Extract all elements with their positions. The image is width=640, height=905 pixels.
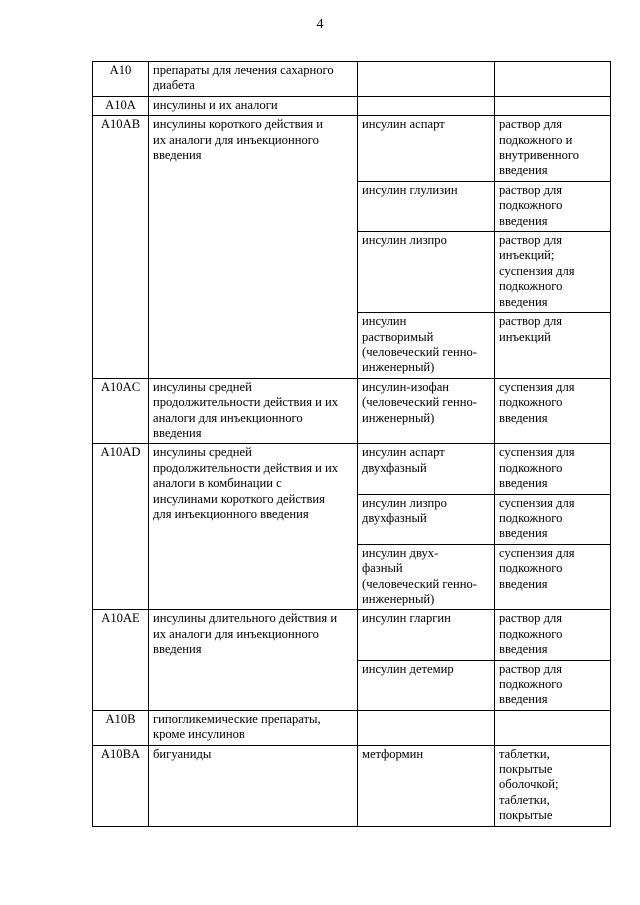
atc-code-cell: A10AC: [93, 378, 149, 444]
drug-name-cell: инсулин лизпро: [358, 232, 495, 313]
dosage-form-cell: раствор для подкожного введения: [495, 660, 611, 710]
table-body: [93, 62, 611, 827]
dosage-form-cell: раствор для подкожного и внутривенного введения: [495, 116, 611, 182]
drug-name-cell: инсулин лизпро двухфазный: [358, 494, 495, 544]
drug-name-cell: [358, 62, 495, 97]
group-name-cell: инсулины длительного действия и их аналоги для инъекционного введения: [149, 610, 358, 710]
group-name-cell: инсулины и их аналоги: [149, 96, 358, 115]
drug-name-cell: инсулин гларгин: [358, 610, 495, 660]
group-name-cell: препараты для лечения сахарного диабета: [149, 62, 358, 97]
dosage-form-cell: раствор для инъекций: [495, 313, 611, 379]
atc-code-cell: A10A: [93, 96, 149, 115]
dosage-form-cell: таблетки, покрытые оболочкой; таблетки, покрытые: [495, 745, 611, 826]
table-row: [93, 745, 611, 826]
atc-code-cell: A10AE: [93, 610, 149, 710]
table-row: [93, 116, 611, 182]
dosage-form-cell: суспензия для подкожного введения: [495, 544, 611, 610]
atc-code-cell: A10AD: [93, 444, 149, 610]
dosage-form-cell: раствор для подкожного введения: [495, 181, 611, 231]
table-row: [93, 610, 611, 660]
drug-name-cell: метформин: [358, 745, 495, 826]
dosage-form-cell: суспензия для подкожного введения: [495, 444, 611, 494]
drug-name-cell: инсулин аспарт: [358, 116, 495, 182]
page-number: 4: [316, 17, 324, 32]
table-row: [93, 62, 611, 97]
group-name-cell: гипогликемические препараты, кроме инсулинов: [149, 710, 358, 745]
atc-code-cell: A10BA: [93, 745, 149, 826]
drug-name-cell: [358, 710, 495, 745]
table-row: [93, 444, 611, 494]
drug-name-cell: [358, 96, 495, 115]
group-name-cell: инсулины короткого действия и их аналоги для инъекционного введения: [149, 116, 358, 379]
table-row: [93, 710, 611, 745]
dosage-form-cell: [495, 710, 611, 745]
table-row: [93, 96, 611, 115]
drug-name-cell: инсулин двух- фазный (человеческий генно- инженерный): [358, 544, 495, 610]
drug-name-cell: инсулин растворимый (человеческий генно- инженерный): [358, 313, 495, 379]
dosage-form-cell: раствор для инъекций; суспензия для подкожного введения: [495, 232, 611, 313]
drug-name-cell: инсулин аспарт двухфазный: [358, 444, 495, 494]
drug-name-cell: инсулин детемир: [358, 660, 495, 710]
table-row: [93, 378, 611, 444]
drug-name-cell: инсулин-изофан (человеческий генно- инженерный): [358, 378, 495, 444]
drug-name-cell: инсулин глулизин: [358, 181, 495, 231]
dosage-form-cell: раствор для подкожного введения: [495, 610, 611, 660]
atc-code-cell: A10B: [93, 710, 149, 745]
atc-code-cell: A10: [93, 62, 149, 97]
dosage-form-cell: суспензия для подкожного введения: [495, 494, 611, 544]
dosage-form-cell: [495, 62, 611, 97]
dosage-form-cell: суспензия для подкожного введения: [495, 378, 611, 444]
atc-code-cell: A10AB: [93, 116, 149, 379]
group-name-cell: инсулины средней продолжительности действия и их аналоги для инъекционного введения: [149, 378, 358, 444]
drug-classification-table: [92, 61, 611, 827]
dosage-form-cell: [495, 96, 611, 115]
group-name-cell: бигуаниды: [149, 745, 358, 826]
group-name-cell: инсулины средней продолжительности действия и их аналоги в комбинации с инсулинами короткого действия для инъекционного введения: [149, 444, 358, 610]
